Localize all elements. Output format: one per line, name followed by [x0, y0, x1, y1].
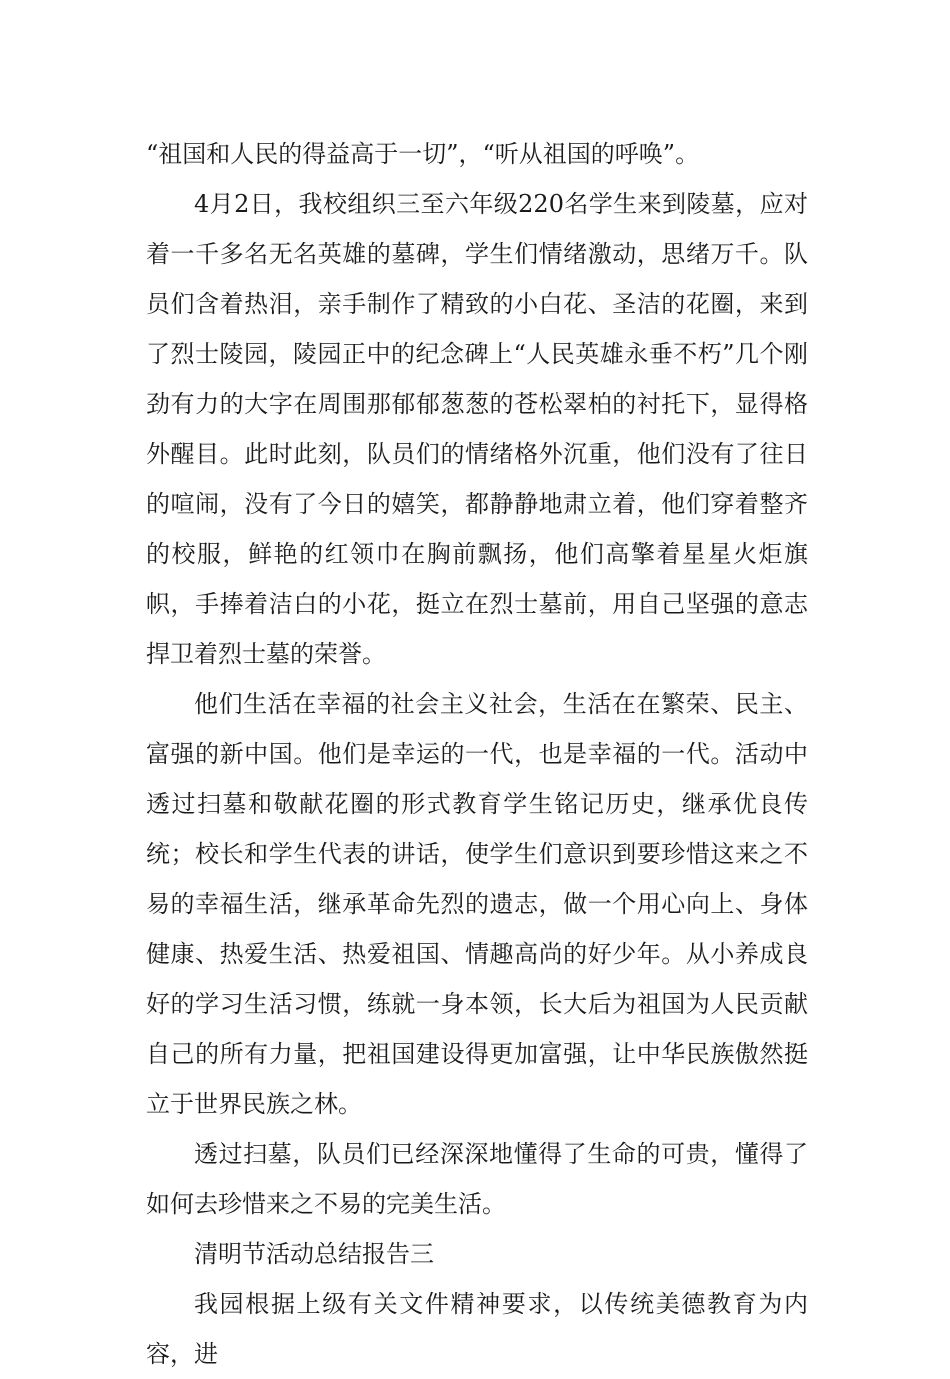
paragraph-kindergarten-intro: 我园根据上级有关文件精神要求，以传统美德教育为内容，进 — [146, 1290, 808, 1368]
paragraph-happy-life: 他们生活在幸福的社会主义社会，生活在在繁荣、民主、富强的新中国。他们是幸运的一代，也是幸福的一代。活动中透过扫墓和敬献花圈的形式教育学生铭记历史，继承优良传统；校长和学生代表的讲话，使学生们意识到要珍惜这来之不易的幸福生活，继承革命先烈的遗志，做一个用心向上、身体健康、热爱生活、热爱祖国、情趣高尚的好少年。从小养成良好的学习生活习惯，练就一身本领，长大后为祖国为人民贡献自己的所有力量，把祖国建设得更加富强，让中华民族傲然挺立于世界民族之林。 — [146, 690, 808, 1118]
paragraph-cemetery-visit: 4月2日，我校组织三至六年级220名学生来到陵墓，应对着一千多名无名英雄的墓碑，学生们情绪激动，思绪万千。队员们含着热泪，亲手制作了精致的小白花、圣洁的花圈，来到了烈士陵园，陵园正中的纪念碑上“人民英雄永垂不朽”几个刚劲有力的大字在周围那郁郁葱葱的苍松翠柏的衬托下，显得格外醒目。此时此刻，队员们的情绪格外沉重，他们没有了往日的喧闹，没有了今日的嬉笑，都静静地肃立着，他们穿着整齐的校服，鲜艳的红领巾在胸前飘扬，他们高擎着星星火炬旗帜，手捧着洁白的小花，挺立在烈士墓前，用自己坚强的意志捍卫着烈士墓的荣誉。 — [146, 190, 808, 668]
document-body — [146, 129, 808, 1379]
paragraph-slogans: “祖国和人民的得益高于一切”，“听从祖国的呼唤”。 — [146, 140, 700, 168]
section-heading-report-three: 清明节活动总结报告三 — [194, 1240, 434, 1268]
paragraph-value-of-life: 透过扫墓，队员们已经深深地懂得了生命的可贵，懂得了如何去珍惜来之不易的完美生活。 — [146, 1140, 808, 1218]
